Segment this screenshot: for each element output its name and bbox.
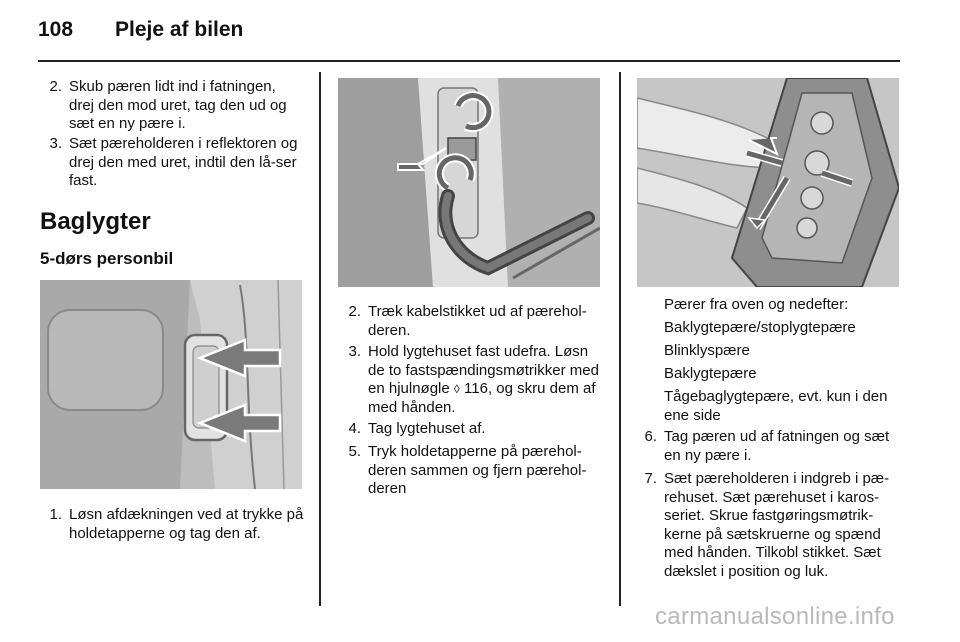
- list-item: [637, 428, 905, 468]
- list-item: [42, 135, 304, 191]
- watermark: carmanualsonline.info: [655, 603, 895, 630]
- step-number: 7.: [644, 470, 657, 487]
- step-text: Tryk holdetapperne på pærehol-deren sammen og fjern pærehol-deren: [368, 443, 587, 497]
- list-item: [341, 443, 603, 499]
- step-text: Skub pæren lidt ind i fatningen, drej den mod uret, tag den ud og sæt en ny pære i.: [69, 78, 287, 132]
- list-item: [42, 78, 304, 134]
- step-text: Sæt pæreholderen i indgreb i pæ-rehuset. Sæt pærehuset i karos-seriet. Skrue fastgøringsmøtrik-kerne på sætskruerne og spænd med hånden. Tilkobl stikket. Sæt dækslet i position og luk.: [664, 470, 890, 580]
- section-title: Baglygter: [40, 208, 151, 235]
- step-number: 6.: [644, 428, 657, 445]
- bulb-list-heading: Pærer fra oven og nedefter:: [664, 296, 849, 313]
- figure-connector-wrench: [338, 78, 600, 287]
- step-text: Tag pæren ud af fatningen og sæt en ny pære i.: [664, 428, 890, 464]
- figure-bulb-holder: [637, 78, 899, 287]
- step-text: Løsn afdækningen ved at trykke på holdetapperne og tag den af.: [69, 506, 304, 542]
- bulb-list-item: Baklygtepære: [664, 365, 757, 382]
- step-number: 3.: [49, 135, 62, 152]
- list-item: [637, 470, 905, 580]
- list-item: [42, 506, 304, 546]
- step-text: Tag lygtehuset af.: [368, 420, 486, 437]
- page-number: 108: [38, 18, 74, 41]
- step-text-tail: , og skru dem af med hånden.: [368, 380, 596, 416]
- step-number: 2.: [348, 303, 361, 320]
- step-text-main: Hold lygtehuset fast udefra. Løsn de to fastspændingsmøtrikker med en hjulnøgle: [368, 343, 599, 397]
- subsection-title: 5-dørs personbil: [40, 249, 174, 268]
- bulb-list-item: Tågebaglygtepære, evt. kun i den ene side: [664, 388, 888, 424]
- bulb-list-item: Blinklyspære: [664, 342, 750, 359]
- step-number: 3.: [348, 343, 361, 360]
- list-item: [341, 343, 603, 419]
- page-title: Pleje af bilen: [115, 18, 244, 41]
- step-number: 2.: [49, 78, 62, 95]
- page-reference-icon: ◊: [453, 382, 460, 396]
- page-reference-link[interactable]: 116: [464, 380, 488, 397]
- header-rule: [38, 60, 900, 62]
- list-item: [341, 303, 603, 341]
- figure-cover-removal: [40, 280, 302, 489]
- list-item: [341, 420, 603, 440]
- step-text: [368, 343, 603, 417]
- step-text: Sæt pæreholderen i reflektoren og drej den med uret, indtil den lå-ser fast.: [69, 135, 298, 189]
- column-divider-1: [319, 72, 321, 606]
- step-number: 1.: [49, 506, 62, 523]
- step-number: 4.: [348, 420, 361, 437]
- step-text: Træk kabelstikket ud af pærehol-deren.: [368, 303, 587, 339]
- step-number: 5.: [348, 443, 361, 460]
- column-divider-2: [619, 72, 621, 606]
- bulb-list-item: Baklygtepære/stoplygtepære: [664, 319, 856, 336]
